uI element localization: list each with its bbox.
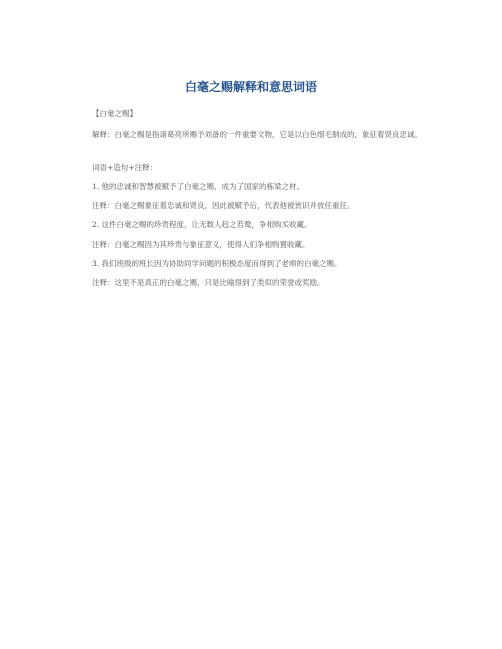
example-sentence-2: 2. 这件白毫之赐的珍贵程度，让无数人趋之若鹜，争相购买收藏。 <box>92 220 312 229</box>
example-note-2: 注释：白毫之赐因为其珍贵与象征意义，使得人们争相购置收藏。 <box>92 240 310 249</box>
term-heading: 【白毫之赐】 <box>92 109 137 118</box>
example-note-3: 注释：这里不是真正的白毫之赐，只是比喻得到了类似的荣誉或奖励。 <box>92 278 325 287</box>
explanation-paragraph: 解释：白毫之赐是指诸葛亮所赐予刘备的一件重要文物，它是以白色细毛制成的，象征着贤良忠诚。 <box>92 130 422 139</box>
example-note-1: 注释：白毫之赐象征着忠诚和贤良，因此被赋予后，代表他被赏识并放任重任。 <box>92 201 355 210</box>
section-caption: 词语+造句+注释： <box>92 163 158 172</box>
example-sentence-1: 1. 他的忠诚和智慧被赋予了白毫之赐，成为了国家的栋梁之材。 <box>92 182 305 191</box>
document-title: 白毫之赐解释和意思词语 <box>184 80 317 94</box>
example-sentence-3: 3. 我们班级的班长因为协助同学问题的积极态度而得到了老师的白毫之赐。 <box>92 259 342 268</box>
